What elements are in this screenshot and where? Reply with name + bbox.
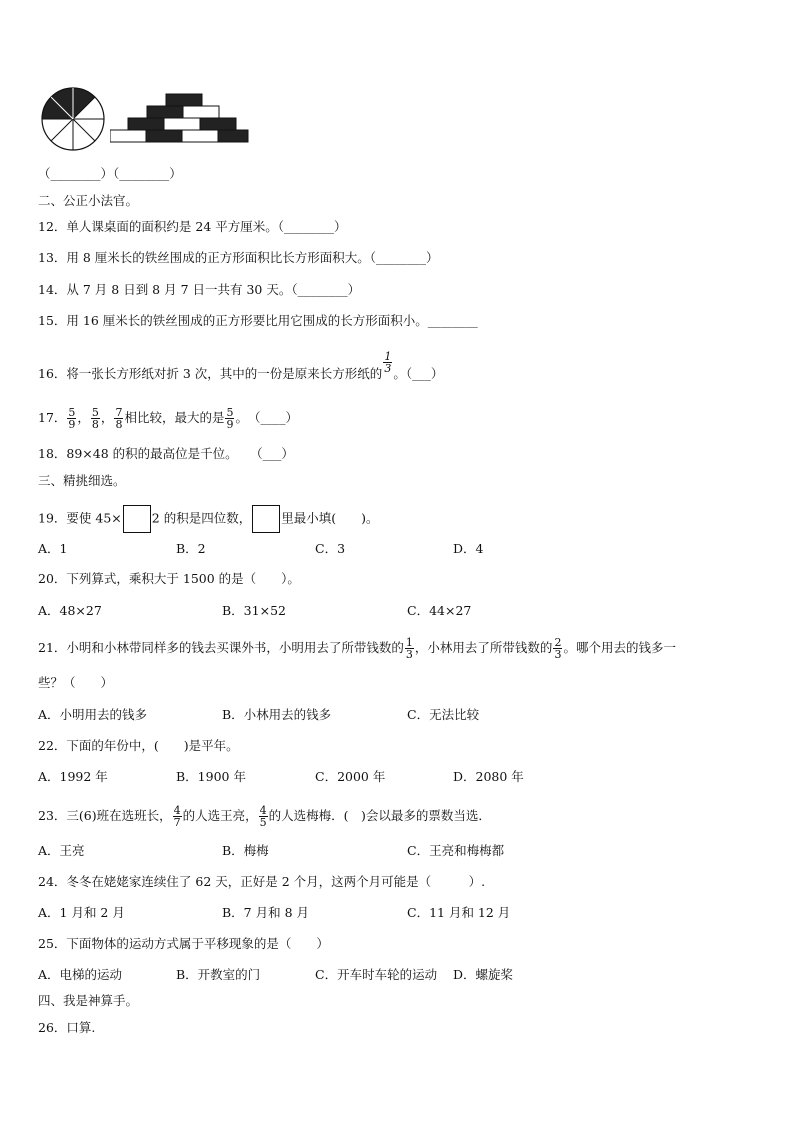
- question-14: 14．从 7 月 8 日到 8 月 7 日一共有 30 天。（________）: [38, 282, 361, 297]
- question-24: 24．冬冬在姥姥家连续住了 62 天，正好是 2 个月，这两个月可能是（ ）.: [38, 874, 486, 889]
- q22-option-c[interactable]: C．2000 年: [315, 769, 386, 784]
- question-13: 13．用 8 厘米长的铁丝围成的正方形面积比长方形面积大。（________）: [38, 250, 439, 265]
- bricks-figure: [110, 93, 250, 145]
- q25-option-b[interactable]: B．开教室的门: [176, 967, 261, 982]
- q25-option-c[interactable]: C．开车时车轮的运动: [315, 967, 438, 982]
- fraction-4-7: $\frac{4}{7}$: [173, 804, 181, 829]
- q25-option-a[interactable]: A．电梯的运动: [38, 967, 123, 982]
- question-22: 22．下面的年份中，( )是平年。: [38, 738, 239, 753]
- q20-option-b[interactable]: B．31×52: [222, 603, 286, 618]
- bricks-answer-blank[interactable]: （________）: [113, 166, 182, 181]
- fraction-5-9-answer: $\frac{5}{9}$: [226, 406, 234, 431]
- circle-answer-blank[interactable]: （________）: [38, 166, 114, 181]
- q19-option-a[interactable]: A．1: [38, 541, 68, 556]
- question-21-line-2: 些？（ ）: [38, 675, 114, 690]
- question-26: 26．口算.: [38, 1020, 96, 1035]
- question-18: 18．89×48 的积的最高位是千位。 （___）: [38, 446, 294, 461]
- q21-option-b[interactable]: B．小林用去的钱多: [222, 707, 332, 722]
- fraction-7-8: $\frac{7}{8}$: [115, 406, 123, 431]
- fraction-circle-figure: [38, 84, 108, 154]
- fraction-2-3: $\frac{2}{3}$: [554, 636, 562, 661]
- q20-option-c[interactable]: C．44×27: [407, 603, 472, 618]
- q22-option-b[interactable]: B．1900 年: [176, 769, 246, 784]
- q24-option-c[interactable]: C．11 月和 12 月: [407, 905, 511, 920]
- q24-option-b[interactable]: B．7 月和 8 月: [222, 905, 310, 920]
- fraction-5-9: $\frac{5}{9}$: [68, 406, 76, 431]
- q25-option-d[interactable]: D．螺旋桨: [453, 967, 514, 982]
- q22-option-d[interactable]: D．2080 年: [453, 769, 524, 784]
- q21-option-c[interactable]: C．无法比较: [407, 707, 480, 722]
- q23-option-b[interactable]: B．梅梅: [222, 843, 269, 858]
- q20-option-a[interactable]: A．48×27: [38, 603, 102, 618]
- q19-option-c[interactable]: C．3: [315, 541, 346, 556]
- q22-option-a[interactable]: A．1992 年: [38, 769, 108, 784]
- answer-box-2[interactable]: [252, 505, 280, 533]
- fraction-1-3: $\frac{1}{3}$: [384, 350, 392, 375]
- question-20: 20．下列算式，乘积大于 1500 的是（ ）。: [38, 571, 300, 586]
- section-2-heading: 二、公正小法官。: [38, 193, 139, 208]
- fraction-5-8: $\frac{5}{8}$: [91, 406, 99, 431]
- question-21: 21．小明和小林带同样多的钱去买课外书，小明用去了所带钱数的 $\frac{1}{3}$ ，小林用去了所带钱数的 $\frac{2}{3}$ 。哪个用去的钱多一: [38, 636, 676, 661]
- question-19: 19．要使 45× 2 的积是四位数， 里最小填( )。: [38, 505, 378, 533]
- q23-option-a[interactable]: A．王亮: [38, 843, 85, 858]
- question-15: 15．用 16 厘米长的铁丝围成的正方形要比用它围成的长方形面积小。________: [38, 313, 478, 328]
- fraction-1-3: $\frac{1}{3}$: [405, 636, 413, 661]
- q21-option-a[interactable]: A．小明用去的钱多: [38, 707, 148, 722]
- q24-option-a[interactable]: A．1 月和 2 月: [38, 905, 125, 920]
- q19-option-b[interactable]: B．2: [176, 541, 206, 556]
- question-23: 23．三(6)班在选班长， $\frac{4}{7}$ 的人选王亮， $\frac{4}{5}$ 的人选梅梅．( )会以最多的票数当选．: [38, 804, 491, 829]
- question-16: 16．将一张长方形纸对折 3 次，其中的一份是原来长方形纸的 $\frac{1}{3}$ 。（___）: [38, 350, 444, 381]
- q23-option-c[interactable]: C．王亮和梅梅都: [407, 843, 505, 858]
- section-3-heading: 三、精挑细选。: [38, 473, 126, 488]
- question-17: 17． $\frac{5}{9}$ ， $\frac{5}{8}$ ， $\frac{7}{8}$ 相比较，最大的是 $\frac{5}{9}$ 。 （____）: [38, 406, 298, 431]
- q19-option-d[interactable]: D．4: [453, 541, 484, 556]
- question-12: 12．单人课桌面的面积约是 24 平方厘米。（________）: [38, 219, 347, 234]
- figure-answer-blanks: [38, 165, 182, 183]
- section-4-heading: 四、我是神算手。: [38, 993, 139, 1008]
- fraction-4-5: $\frac{4}{5}$: [259, 804, 267, 829]
- question-25: 25．下面物体的运动方式属于平移现象的是（ ）: [38, 936, 329, 951]
- answer-box[interactable]: [123, 505, 151, 533]
